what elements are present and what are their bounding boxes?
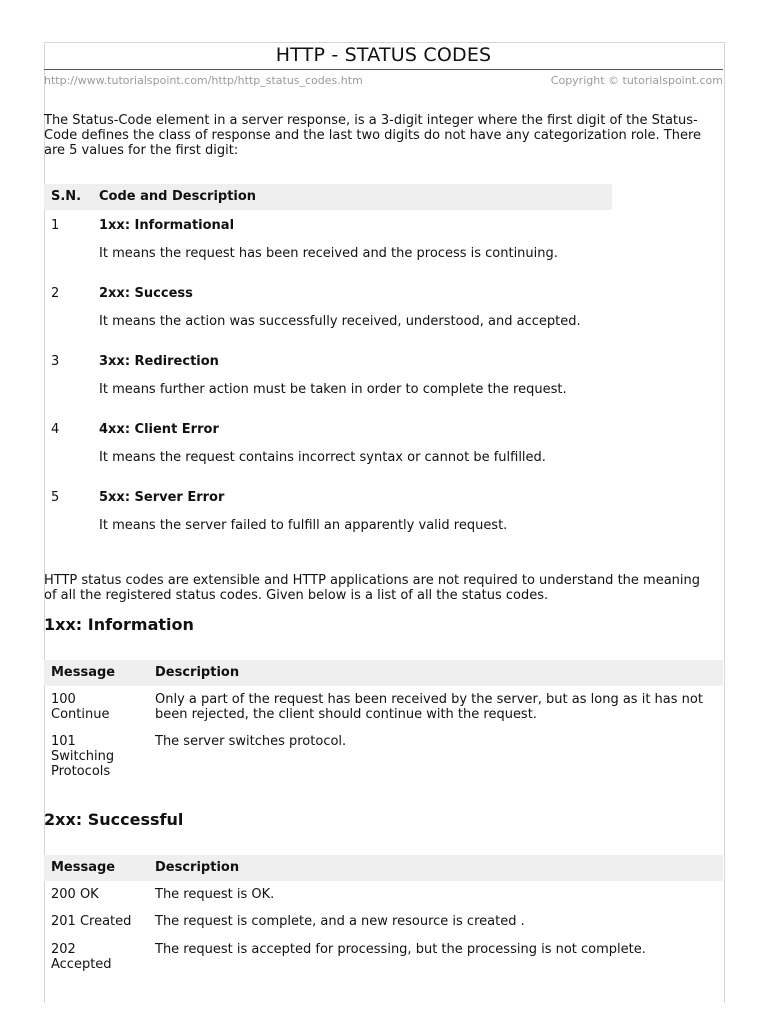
row-message: 201 Created [51, 914, 132, 929]
header-message: Message [51, 860, 116, 875]
row-description: It means the request contains incorrect syntax or cannot be fulfilled. [99, 450, 546, 465]
row-message: 200 OK [51, 887, 99, 902]
row-description: It means further action must be taken in order to complete the request. [99, 382, 567, 397]
row-number: 1 [51, 218, 60, 233]
section-heading-1xx: 1xx: Information [44, 615, 194, 634]
table-row [44, 908, 723, 936]
table-header [44, 660, 723, 686]
page-title: HTTP - STATUS CODES [275, 44, 492, 66]
row-code: 4xx: Client Error [99, 422, 219, 437]
table-row [44, 732, 723, 790]
row-number: 5 [51, 490, 60, 505]
row-code: 2xx: Success [99, 286, 193, 301]
row-number: 3 [51, 354, 60, 369]
source-url[interactable]: http://www.tutorialspoint.com/http/http_status_codes.htm [44, 74, 363, 87]
header-description: Description [155, 860, 240, 875]
row-message: 101 Switching Protocols [51, 734, 115, 779]
extensibility-paragraph: HTTP status codes are extensible and HTTP applications are not required to understand the meaning of all the registered status codes. Given below is a list of all the status codes. [44, 573, 701, 603]
status-class-table [44, 184, 612, 550]
row-number: 2 [51, 286, 60, 301]
row-description: It means the server failed to fulfill an apparently valid request. [99, 518, 508, 533]
row-code: 1xx: Informational [99, 218, 235, 233]
header-code-description: Code and Description [99, 189, 257, 204]
row-description: Only a part of the request has been received by the server, but as long as it has not been rejected, the client should continue with the request. [155, 692, 703, 722]
success-codes-table [44, 855, 723, 976]
row-description: The server switches protocol. [155, 734, 347, 749]
table-row [44, 936, 723, 976]
table-row [44, 482, 612, 550]
header-description: Description [155, 665, 240, 680]
title-divider [44, 69, 723, 70]
row-number: 4 [51, 422, 60, 437]
row-code: 5xx: Server Error [99, 490, 225, 505]
info-codes-table [44, 660, 723, 790]
intro-paragraph: The Status-Code element in a server response, is a 3-digit integer where the first digit of the Status-Code defines the class of response and the last two digits do not have any categorization role. There are 5 values for the first digit: [44, 113, 702, 158]
section-heading-2xx: 2xx: Successful [44, 810, 184, 829]
row-description: It means the request has been received and the process is continuing. [99, 246, 558, 261]
table-row [44, 210, 612, 278]
copyright-notice: Copyright © tutorialspoint.com [550, 74, 723, 87]
row-code: 3xx: Redirection [99, 354, 219, 369]
row-description: The request is accepted for processing, but the processing is not complete. [155, 942, 646, 957]
row-description: The request is complete, and a new resource is created . [155, 914, 525, 929]
table-header [44, 184, 612, 210]
table-header [44, 855, 723, 881]
row-message: 202 Accepted [51, 942, 112, 972]
table-row [44, 278, 612, 346]
table-row [44, 686, 723, 732]
header-message: Message [51, 665, 116, 680]
table-row [44, 414, 612, 482]
row-description: It means the action was successfully received, understood, and accepted. [99, 314, 581, 329]
table-row [44, 346, 612, 414]
row-message: 100 Continue [51, 692, 110, 722]
header-sn: S.N. [51, 189, 82, 204]
row-description: The request is OK. [155, 887, 275, 902]
table-row [44, 881, 723, 908]
